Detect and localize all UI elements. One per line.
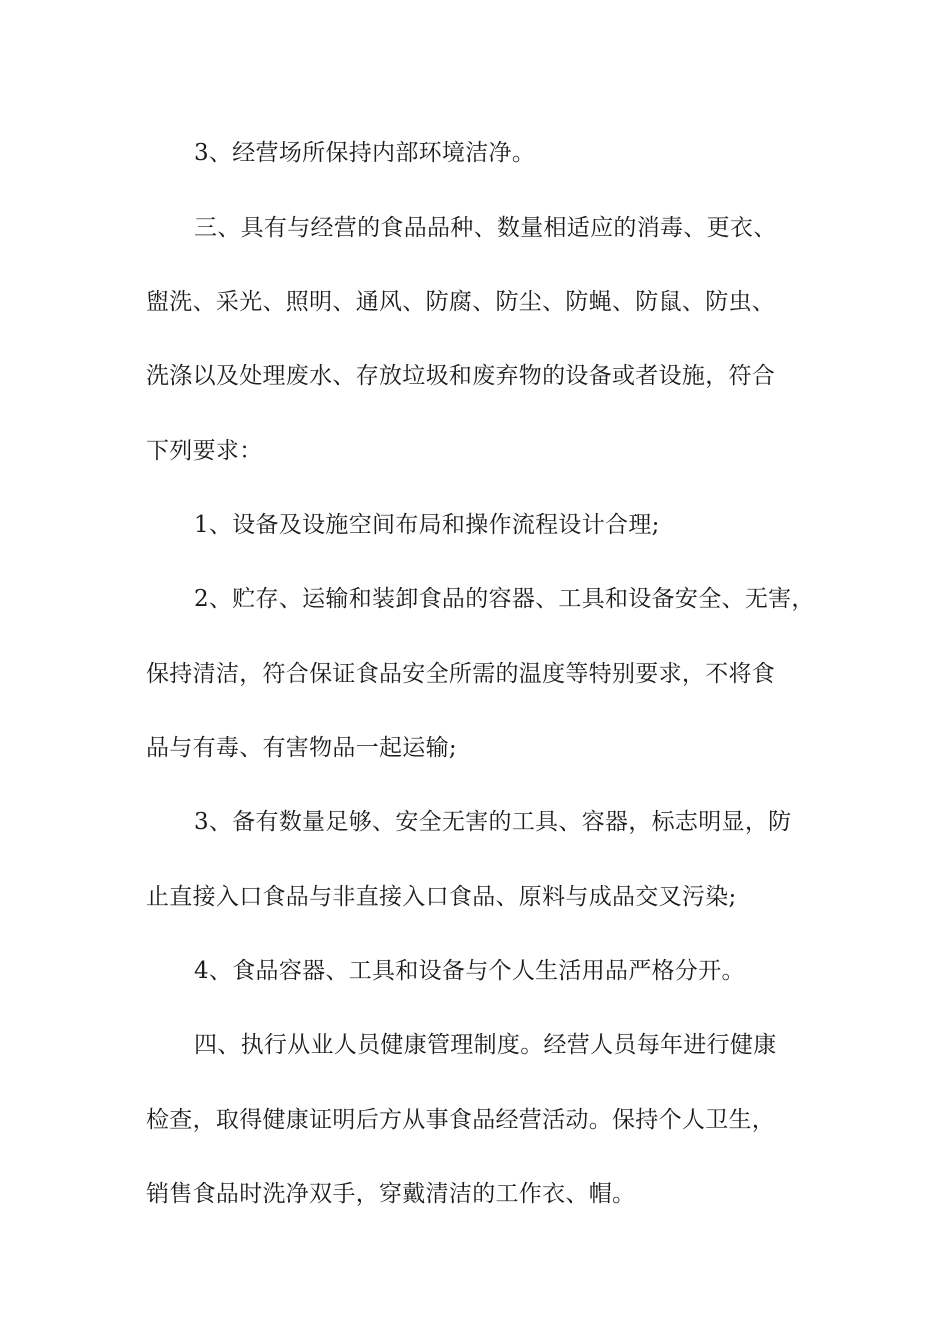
text-line: 三、具有与经营的食品品种、数量相适应的消毒、更衣、 — [194, 215, 777, 241]
text-line: 3、经营场所保持内部环境洁净。 — [194, 140, 536, 166]
text-line: 1、设备及设施空间布局和操作流程设计合理; — [194, 512, 660, 538]
text-line: 止直接入口食品与非直接入口食品、原料与成品交叉污染; — [146, 884, 737, 910]
text-line: 检查，取得健康证明后方从事食品经营活动。保持个人卫生， — [146, 1107, 776, 1133]
text-line: 四、执行从业人员健康管理制度。经营人员每年进行健康 — [194, 1032, 777, 1058]
text-line: 品与有毒、有害物品一起运输; — [146, 735, 457, 761]
text-line: 洗涤以及处理废水、存放垃圾和废弃物的设备或者设施，符合 — [146, 363, 776, 389]
text-line: 保持清洁，符合保证食品安全所需的温度等特别要求，不将食 — [146, 661, 776, 687]
text-line: 销售食品时洗净双手，穿戴清洁的工作衣、帽。 — [146, 1181, 636, 1207]
text-line: 下列要求： — [146, 438, 263, 464]
text-line: 2、贮存、运输和装卸食品的容器、工具和设备安全、无害， — [194, 586, 815, 612]
text-line: 3、备有数量足够、安全无害的工具、容器，标志明显，防 — [194, 809, 792, 835]
text-line: 4、食品容器、工具和设备与个人生活用品严格分开。 — [194, 958, 745, 984]
text-line: 盥洗、采光、照明、通风、防腐、防尘、防蝇、防鼠、防虫、 — [146, 289, 776, 315]
